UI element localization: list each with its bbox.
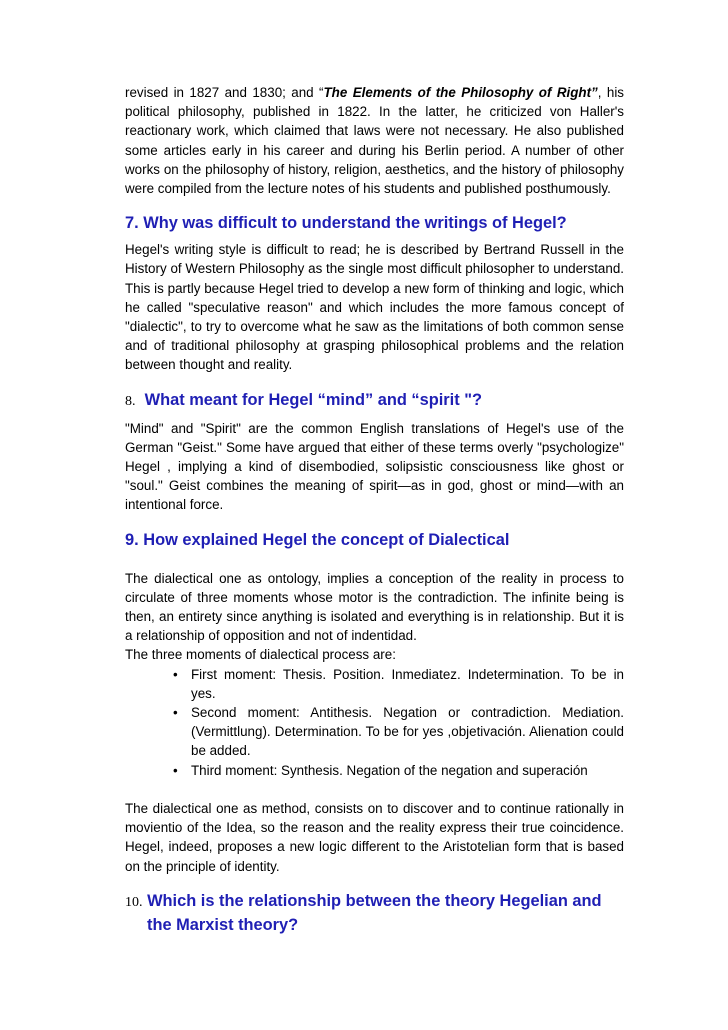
section-9-number: 9. [125, 530, 139, 549]
section-7-body: Hegel's writing style is difficult to read; he is described by Bertrand Russell in the History of Western Philosophy as the single most difficult philosopher to understand. This is partly because Hegel tried to develop a new form of thinking and logic, which he called "speculative reason" and which includes the more famous concept of "dialectic", to try to overcome what he saw as the limitations of both common sense and of traditional philosophy at grasping philosophical problems and the relation between thought and reality. [125, 242, 624, 373]
section-10-heading [125, 890, 624, 936]
intro-text-2: , his political philosophy, published in 1822. In the latter, he criticized von Haller's reactionary work, which claimed that laws were not necessary. He also published some articles early in his career and during his Berlin period. A number of other works on the philosophy of history, religion, aesthetics, and the history of philosophy were compiled from the lecture notes of his students and published posthumously. [125, 85, 624, 197]
section-9-title: How explained Hegel the concept of Dialectical [143, 530, 510, 549]
intro-paragraph [125, 83, 624, 198]
section-10-title: Which is the relationship between the theory Hegelian and the Marxist theory? [147, 891, 602, 934]
list-item-text: First moment: Thesis. Position. Inmediatez. Indetermination. To be in yes. [191, 666, 624, 701]
section-7-number: 7. [125, 214, 139, 233]
intro-text-1: revised in 1827 and 1830; and “ [125, 85, 324, 100]
list-item [173, 665, 624, 703]
section-9-body-2: The dialectical one as method, consists on to discover and to continue rationally in movientio of the Idea, so the reason and the reality express their true coincidence. Hegel, indeed, proposes a new logic different to the Aristotelian form that is based on the principle of identity. [125, 800, 624, 874]
list-item [173, 761, 624, 780]
dialectical-moments-list [125, 665, 624, 780]
section-9-list-intro: The three moments of dialectical process are: [125, 647, 396, 663]
section-8-number: 8. [125, 393, 136, 409]
section-7-title: Why was difficult to understand the writings of Hegel? [143, 214, 567, 233]
list-item-text: Third moment: Synthesis. Negation of the negation and superación [191, 762, 588, 778]
section-9-heading [125, 529, 624, 551]
section-10-number: 10. [125, 894, 143, 910]
bullet-icon: • [173, 666, 178, 682]
section-9-body-1: The dialectical one as ontology, implies a conception of the reality in process to circulate of three moments whose motor is the contradiction. The infinite being is then, an entirety since anything is isolated and everything is in relationship. But it is a relationship of opposition and not of indentidad. [125, 570, 624, 644]
bullet-icon: • [173, 762, 178, 778]
section-8-title: What meant for Hegel “mind” and “spirit "? [144, 390, 483, 409]
section-7-heading [125, 212, 624, 234]
list-item-text: Second moment: Antithesis. Negation or contradiction. Mediation. (Vermittlung). Determination. To be for yes ,objetivación. Alienation could be added. [191, 705, 624, 759]
book-title: The Elements of the Philosophy of Right” [323, 85, 598, 100]
bullet-icon: • [173, 705, 178, 721]
section-8-heading [125, 389, 624, 413]
section-8-body: "Mind" and "Spirit" are the common English translations of Hegel's use of the German "Geist." Some have argued that either of these terms overly "psychologize" Hegel , implying a kind of disembodied, solipsistic consciousness like ghost or "soul." Geist combines the meaning of spirit—as in god, ghost or mind—with an intentional force. [125, 420, 624, 513]
list-item [173, 703, 624, 761]
